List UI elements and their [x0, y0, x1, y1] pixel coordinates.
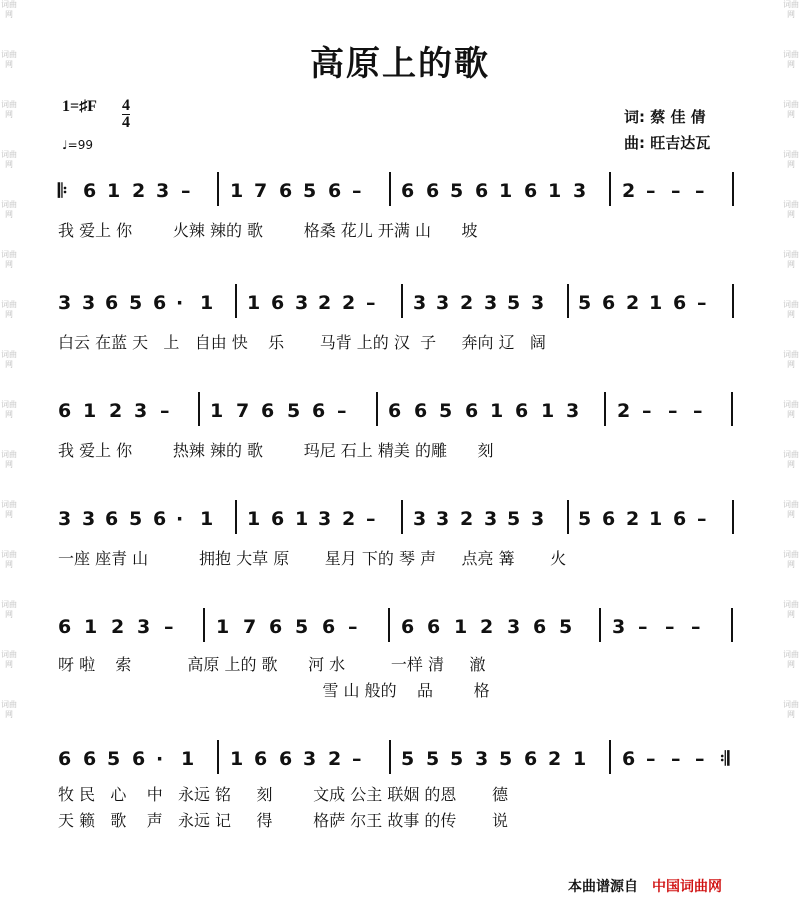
- note: 1: [454, 616, 468, 638]
- time-sig-bottom: 4: [122, 114, 130, 131]
- note: 1: [247, 508, 261, 530]
- bar-line: [198, 392, 200, 426]
- watermark-text: 词曲网: [783, 200, 799, 219]
- note: 6: [533, 616, 547, 638]
- credits: [624, 104, 710, 156]
- note: 6: [515, 400, 529, 422]
- note: 1: [548, 180, 562, 202]
- note: 6: [312, 400, 326, 422]
- note: 3: [156, 180, 170, 202]
- note: 6: [414, 400, 428, 422]
- note: 3: [413, 508, 427, 530]
- note: 3: [295, 292, 309, 314]
- note: 1: [230, 748, 244, 770]
- note: ·: [156, 748, 164, 770]
- bar-line: [567, 284, 569, 318]
- note: 6: [401, 616, 415, 638]
- note: 2: [342, 508, 356, 530]
- watermark-text: 词曲网: [1, 550, 17, 569]
- bar-line: [217, 172, 219, 206]
- note: 6: [58, 400, 72, 422]
- watermark-text: 词曲网: [783, 350, 799, 369]
- lyric-line: 我 爱上 你 火辣 辣的 歌 格桑 花儿 开满 山 坡: [58, 221, 478, 240]
- watermark-text: 词曲网: [783, 550, 799, 569]
- note: 7: [243, 616, 257, 638]
- note: –: [638, 616, 648, 638]
- lyric-line: 呀 啦 索 高原 上的 歌 河 水 一样 清 澈: [58, 655, 486, 674]
- note: 1: [541, 400, 555, 422]
- watermark-text: 词曲网: [1, 400, 17, 419]
- note: 5: [295, 616, 309, 638]
- bar-line: [731, 392, 733, 426]
- lyric-line: 一座 座青 山 拥抱 大草 原 星月 下的 琴 声 点亮 篝 火: [58, 549, 567, 568]
- note: ·: [176, 292, 184, 314]
- lyric-line: 白云 在蓝 天 上 自由 快 乐 马背 上的 汉 子 奔向 辽 阔: [58, 333, 546, 352]
- note: 3: [436, 508, 450, 530]
- note-row: [58, 614, 744, 644]
- bar-line: [389, 740, 391, 774]
- tempo-mark: ♩=99: [62, 138, 93, 152]
- bar-line: [389, 172, 391, 206]
- note: 6: [673, 508, 687, 530]
- note: 5: [426, 748, 440, 770]
- key-signature: 1=♯F: [62, 98, 97, 115]
- note: 6: [465, 400, 479, 422]
- note: 5: [287, 400, 301, 422]
- note: 6: [261, 400, 275, 422]
- bar-line: [567, 500, 569, 534]
- watermark-text: 词曲网: [783, 250, 799, 269]
- lyric-line: 雪 山 般的 品 格: [58, 681, 490, 700]
- note: 3: [484, 508, 498, 530]
- note: 6: [153, 508, 167, 530]
- note: 3: [137, 616, 151, 638]
- note: –: [646, 180, 656, 202]
- song-title: 高原上的歌: [310, 44, 490, 84]
- time-signature: [122, 98, 130, 131]
- note: 3: [82, 508, 96, 530]
- bar-line: [731, 608, 733, 642]
- watermark-text: 词曲网: [1, 600, 17, 619]
- note: 6: [269, 616, 283, 638]
- note: 6: [328, 180, 342, 202]
- note: 7: [254, 180, 268, 202]
- watermark-text: 词曲网: [783, 450, 799, 469]
- bar-line: [376, 392, 378, 426]
- note: 2: [318, 292, 332, 314]
- lyric-line: 天 籁 歌 声 永远 记 得 格萨 尔王 故事 的传 说: [58, 811, 509, 830]
- note: 5: [401, 748, 415, 770]
- note: 3: [475, 748, 489, 770]
- bar-line: [388, 608, 390, 642]
- note: 6: [475, 180, 489, 202]
- note: 6: [427, 616, 441, 638]
- note: –: [337, 400, 347, 422]
- note: –: [164, 616, 174, 638]
- note: 2: [626, 292, 640, 314]
- note: –: [366, 508, 376, 530]
- watermark-text: 词曲网: [783, 500, 799, 519]
- watermark-text: 词曲网: [783, 50, 799, 69]
- note: –: [697, 508, 707, 530]
- score-line: [58, 614, 744, 700]
- note: –: [695, 180, 705, 202]
- note: –: [352, 180, 362, 202]
- note: 5: [450, 180, 464, 202]
- watermark-text: 词曲网: [783, 650, 799, 669]
- note: 2: [480, 616, 494, 638]
- note: 1: [181, 748, 195, 770]
- note: 2: [617, 400, 631, 422]
- note: 1: [573, 748, 587, 770]
- note: 5: [499, 748, 513, 770]
- note: –: [642, 400, 652, 422]
- bar-line: [401, 284, 403, 318]
- note: 6: [602, 292, 616, 314]
- note: 3: [436, 292, 450, 314]
- note: 5: [107, 748, 121, 770]
- note: 1: [247, 292, 261, 314]
- watermark-left: [0, 0, 18, 923]
- watermark-text: 词曲网: [783, 100, 799, 119]
- note: 3: [82, 292, 96, 314]
- note: 1: [216, 616, 230, 638]
- note: –: [671, 180, 681, 202]
- score-line: [58, 746, 744, 830]
- bar-line: [235, 500, 237, 534]
- note: 6: [83, 748, 97, 770]
- note: 7: [236, 400, 250, 422]
- watermark-text: 词曲网: [1, 450, 17, 469]
- note: 3: [58, 292, 72, 314]
- score-line: [58, 398, 744, 460]
- note: 3: [612, 616, 626, 638]
- bar-line: [203, 608, 205, 642]
- note: –: [181, 180, 191, 202]
- note: 3: [566, 400, 580, 422]
- watermark-text: 词曲网: [783, 300, 799, 319]
- note-row: [58, 398, 744, 428]
- bar-line: [604, 392, 606, 426]
- lyric-line: 我 爱上 你 热辣 辣的 歌 玛尼 石上 精美 的雕 刻: [58, 441, 494, 460]
- bar-line: [732, 284, 734, 318]
- note: 5: [507, 508, 521, 530]
- note: –: [697, 292, 707, 314]
- note: 3: [531, 508, 545, 530]
- note: 5: [507, 292, 521, 314]
- note: 2: [111, 616, 125, 638]
- note: 1: [200, 508, 214, 530]
- note: 1: [84, 616, 98, 638]
- note: 3: [507, 616, 521, 638]
- note: 3: [573, 180, 587, 202]
- lyric-line: 牧 民 心 中 永远 铭 刻 文成 公主 联姻 的恩 德: [58, 785, 509, 804]
- lyricist: 词: 蔡 佳 倩: [624, 108, 706, 126]
- note: 3: [303, 748, 317, 770]
- note: 3: [413, 292, 427, 314]
- note: 6: [271, 508, 285, 530]
- note: –: [693, 400, 703, 422]
- note: 2: [460, 508, 474, 530]
- watermark-text: 词曲网: [783, 400, 799, 419]
- note: 2: [460, 292, 474, 314]
- score-line: [58, 506, 744, 568]
- bar-line: [235, 284, 237, 318]
- note-row: [58, 746, 744, 776]
- note: 6: [279, 180, 293, 202]
- source-credit: [568, 876, 722, 896]
- watermark-text: 词曲网: [783, 600, 799, 619]
- note: 5: [439, 400, 453, 422]
- bar-line: [732, 500, 734, 534]
- note: 2: [626, 508, 640, 530]
- note: 5: [559, 616, 573, 638]
- note: 1: [490, 400, 504, 422]
- note: 6: [401, 180, 415, 202]
- watermark-text: 词曲网: [1, 150, 17, 169]
- note: –: [352, 748, 362, 770]
- bar-line: [599, 608, 601, 642]
- note: –: [691, 616, 701, 638]
- watermark-text: 词曲网: [783, 700, 799, 719]
- watermark-text: 词曲网: [1, 500, 17, 519]
- watermark-text: 词曲网: [783, 150, 799, 169]
- note: 6: [388, 400, 402, 422]
- note-row: [58, 178, 744, 208]
- note: –: [695, 748, 705, 770]
- bar-line: [609, 740, 611, 774]
- note: 6: [271, 292, 285, 314]
- note: 6: [132, 748, 146, 770]
- note-row: [58, 506, 744, 536]
- note: 6: [153, 292, 167, 314]
- note: 2: [342, 292, 356, 314]
- note: 6: [58, 748, 72, 770]
- watermark-text: 词曲网: [1, 50, 17, 69]
- watermark-text: 词曲网: [1, 200, 17, 219]
- composer: 曲: 旺吉达瓦: [624, 134, 711, 152]
- note: 2: [622, 180, 636, 202]
- note: 2: [132, 180, 146, 202]
- note: 1: [295, 508, 309, 530]
- note: 6: [602, 508, 616, 530]
- note: –: [671, 748, 681, 770]
- note: 6: [524, 180, 538, 202]
- note: 1: [499, 180, 513, 202]
- watermark-text: 词曲网: [1, 350, 17, 369]
- note: 6: [83, 180, 97, 202]
- note: 5: [303, 180, 317, 202]
- note: 3: [484, 292, 498, 314]
- note: 1: [210, 400, 224, 422]
- note: 2: [109, 400, 123, 422]
- note: 5: [129, 292, 143, 314]
- note: 3: [531, 292, 545, 314]
- note: –: [366, 292, 376, 314]
- note: 5: [129, 508, 143, 530]
- note: 1: [107, 180, 121, 202]
- watermark-text: 词曲网: [1, 0, 17, 19]
- watermark-text: 词曲网: [1, 650, 17, 669]
- watermark-text: 词曲网: [1, 250, 17, 269]
- note: –: [665, 616, 675, 638]
- note: 6: [58, 616, 72, 638]
- note: –: [646, 748, 656, 770]
- score-line: [58, 178, 744, 240]
- note: 1: [200, 292, 214, 314]
- note: –: [668, 400, 678, 422]
- note: 𝄆: [58, 180, 68, 202]
- note: 6: [105, 292, 119, 314]
- note: 6: [426, 180, 440, 202]
- note: 1: [649, 292, 663, 314]
- note: 5: [578, 508, 592, 530]
- note: 6: [622, 748, 636, 770]
- watermark-right: [782, 0, 800, 923]
- note: 5: [578, 292, 592, 314]
- watermark-text: 词曲网: [783, 0, 799, 19]
- watermark-text: 词曲网: [1, 700, 17, 719]
- note: 6: [254, 748, 268, 770]
- note-row: [58, 290, 744, 320]
- bar-line: [609, 172, 611, 206]
- watermark-text: 词曲网: [1, 100, 17, 119]
- note: 6: [524, 748, 538, 770]
- bar-line: [401, 500, 403, 534]
- bar-line: [217, 740, 219, 774]
- time-sig-top: 4: [122, 97, 130, 114]
- note: 6: [279, 748, 293, 770]
- note: 𝄇: [720, 748, 730, 770]
- source-label: 本曲谱源自: [568, 879, 638, 895]
- note: 3: [134, 400, 148, 422]
- note: 3: [318, 508, 332, 530]
- note: 2: [548, 748, 562, 770]
- note: 3: [58, 508, 72, 530]
- note: ·: [176, 508, 184, 530]
- note: –: [160, 400, 170, 422]
- note: 2: [328, 748, 342, 770]
- note: 6: [673, 292, 687, 314]
- score-line: [58, 290, 744, 352]
- note: 1: [83, 400, 97, 422]
- note: 6: [322, 616, 336, 638]
- watermark-text: 词曲网: [1, 300, 17, 319]
- note: –: [348, 616, 358, 638]
- source-site[interactable]: 中国词曲网: [652, 879, 722, 895]
- note: 1: [649, 508, 663, 530]
- note: 6: [105, 508, 119, 530]
- bar-line: [732, 172, 734, 206]
- note: 1: [230, 180, 244, 202]
- note: 5: [450, 748, 464, 770]
